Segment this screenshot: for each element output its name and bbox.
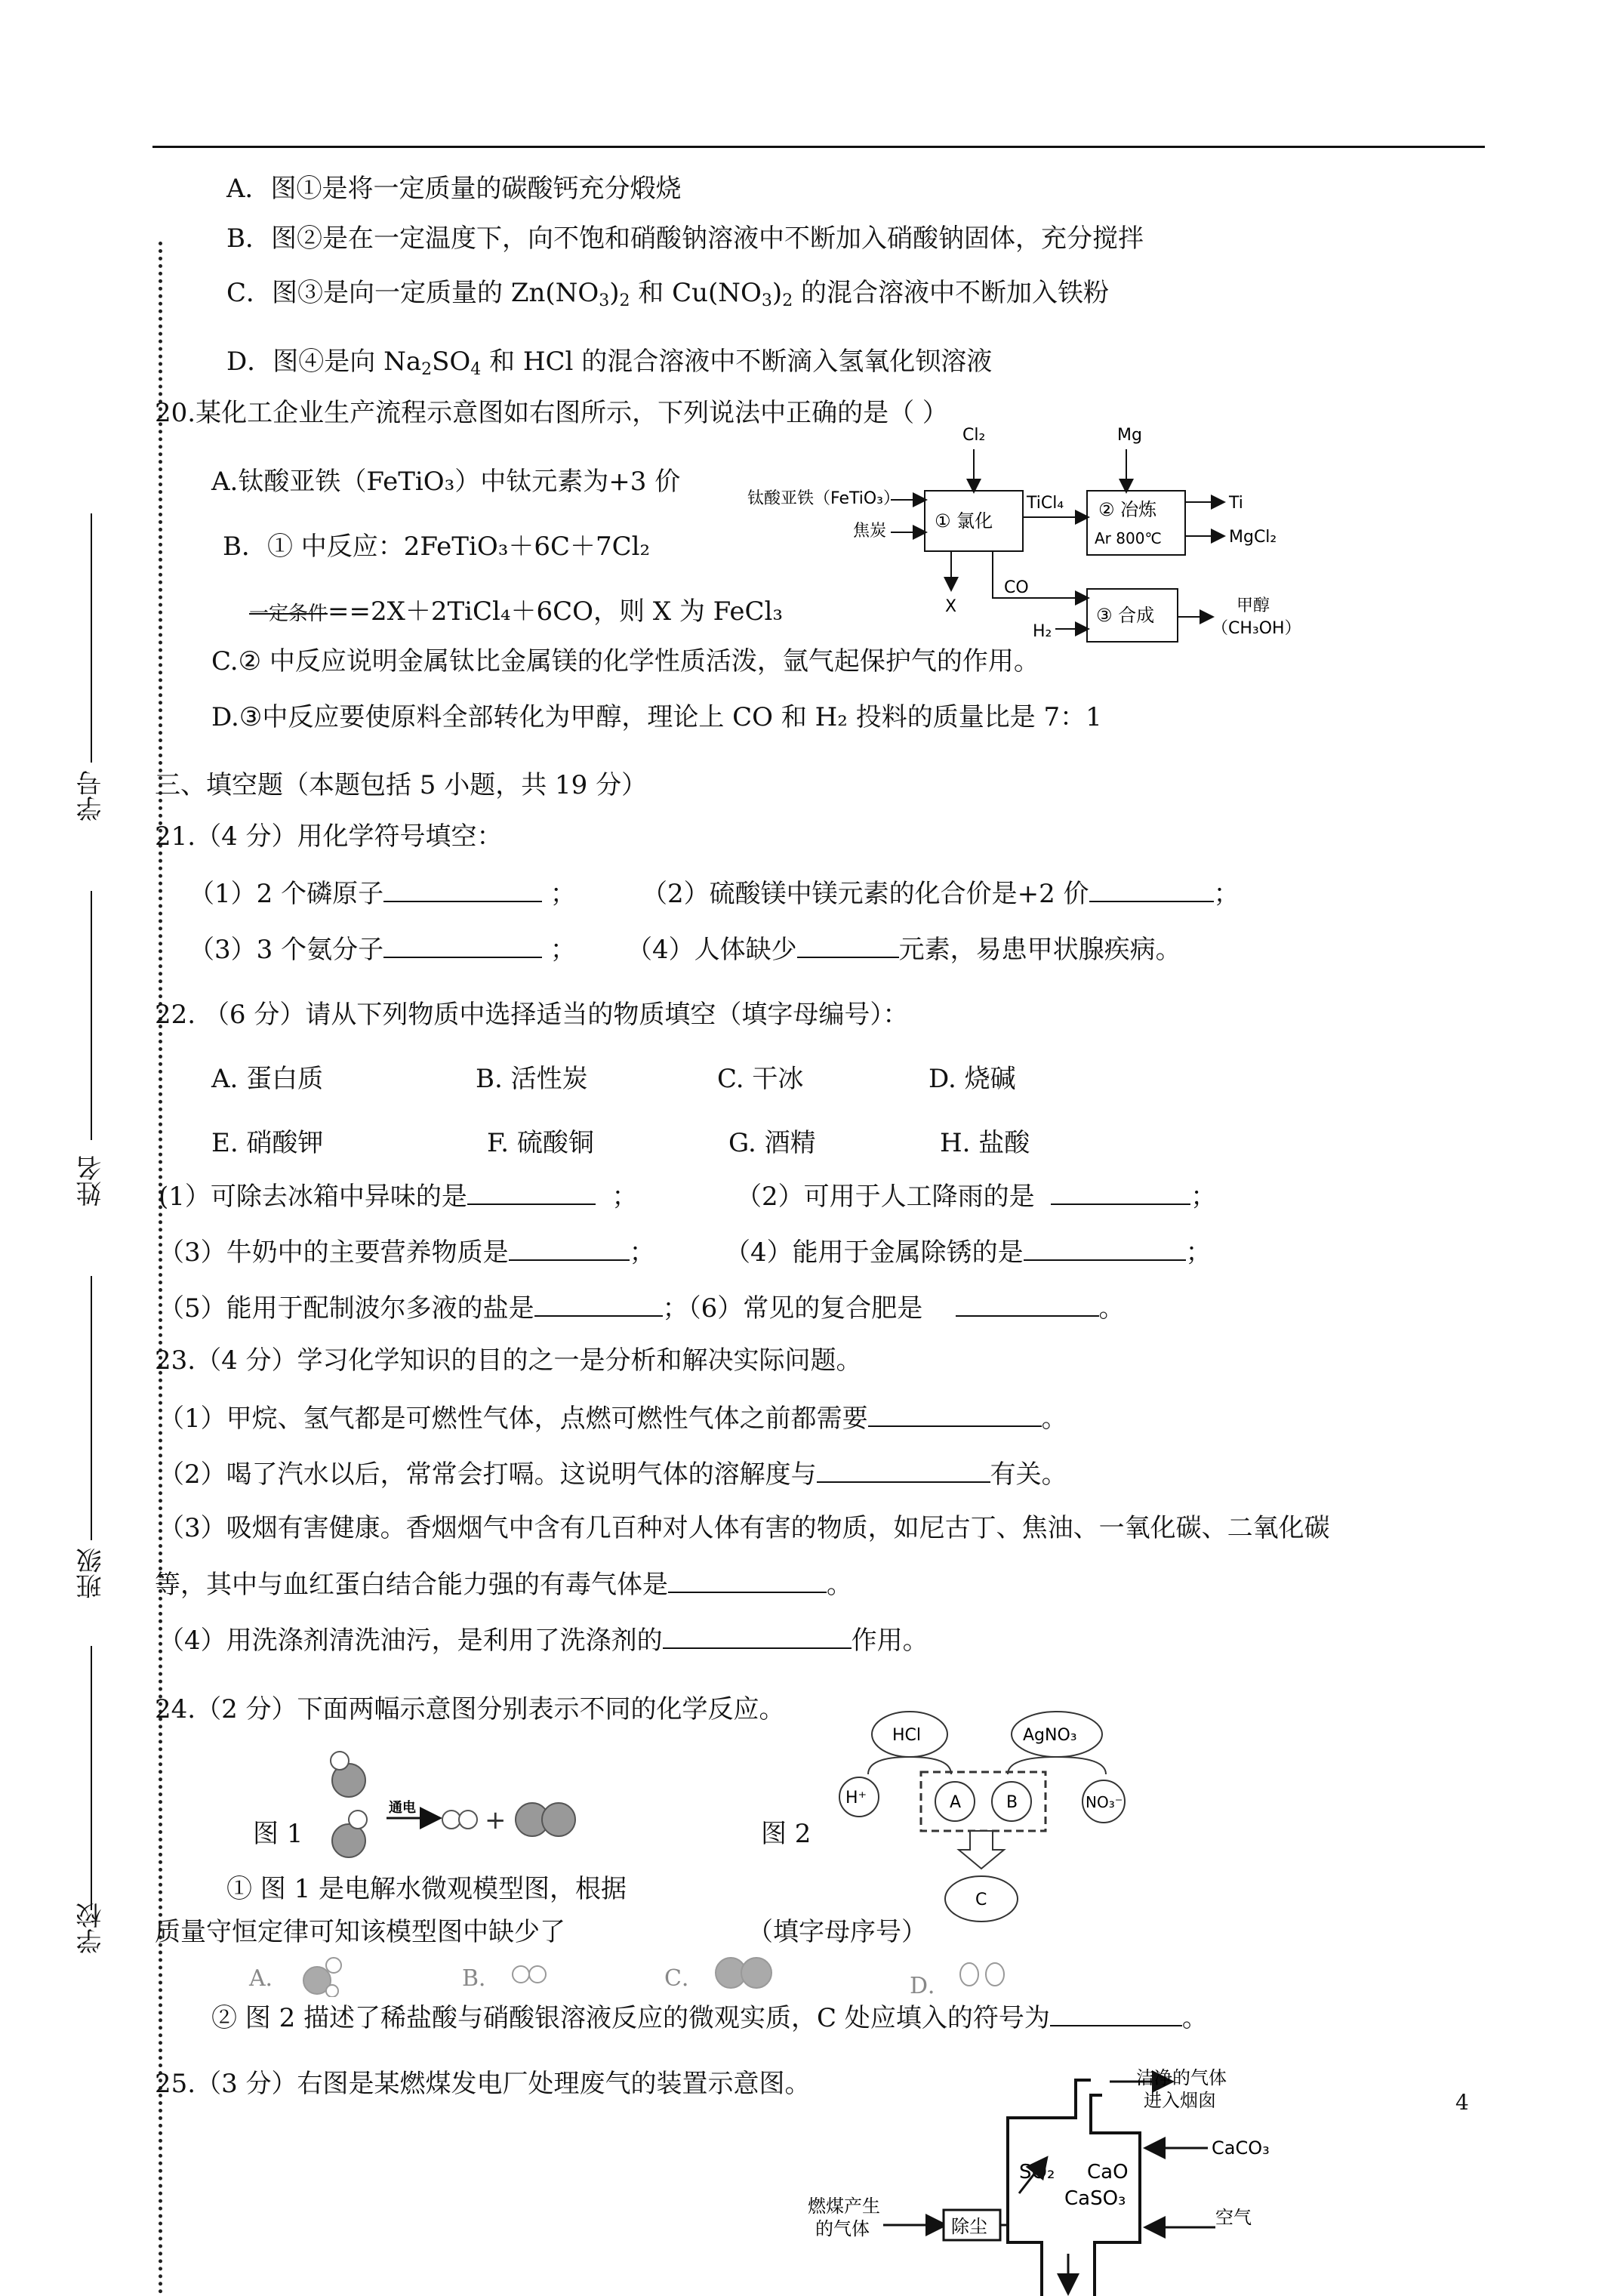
q23-item-3b: 等，其中与血红蛋白结合能力强的有毒气体是 。 — [155, 1566, 852, 1601]
margin-line — [91, 513, 92, 763]
ticl4-label: TiCl₄ — [1027, 494, 1064, 513]
hcl-agno3-figure — [823, 1703, 1178, 1929]
svg-text:H⁺: H⁺ — [845, 1789, 867, 1808]
caso3-label: CaSO₃ — [1064, 2187, 1126, 2210]
mgcl2-label: MgCl₂ — [1229, 528, 1277, 547]
svg-text:A: A — [950, 1793, 962, 1812]
margin-label-school: 学校 — [76, 1903, 106, 1954]
dust-removal-label: 除尘 — [951, 2216, 987, 2237]
clean-gas-label: 洁净的气体 — [1136, 2067, 1227, 2088]
q22-option: E. 硝酸钾 — [211, 1128, 324, 1158]
figure2-label: 图 2 — [761, 1819, 812, 1849]
q22-item-4: （4）能用于金属除锈的是 ； — [725, 1234, 1212, 1269]
q22-option: F. 硫酸铜 — [487, 1128, 594, 1158]
q23-item-1: （1）甲烷、氢气都是可燃性气体，点燃可燃性气体之前都需要 。 — [159, 1400, 1067, 1435]
q24-choice-d-icon — [951, 1959, 1019, 1989]
q20-option-d: D.③中反应要使原料全部转化为甲醇，理论上 CO 和 H₂ 投料的质量比是 7：1 — [211, 702, 1102, 732]
q24-item-1a: ① 图 1 是电解水微观模型图，根据 — [226, 1874, 627, 1904]
flue-gas-treatment-figure — [793, 2065, 1321, 2296]
q20-option-b-line1: B．① 中反应：2FeTiO₃＋6C＋7Cl₂ — [223, 532, 651, 562]
cl2-label: Cl₂ — [962, 426, 986, 445]
q24-choice-b-icon — [507, 1959, 560, 1989]
q22-item-2: （2）可用于人工降雨的是 ； — [736, 1178, 1216, 1213]
q24-item-1c: （填字母序号） — [747, 1917, 927, 1947]
fetio3-label: 钛酸亚铁（FeTiO₃） — [747, 489, 900, 508]
q21-item-1: （1）2 个磷原子 ； — [189, 875, 576, 911]
process-flow-diagram — [740, 419, 1313, 661]
cao-label: CaO — [1087, 2161, 1129, 2184]
q22-option: G. 酒精 — [728, 1128, 816, 1158]
coal-gas-label-2: 的气体 — [815, 2218, 870, 2239]
margin-label-name: 姓名 — [76, 1155, 106, 1207]
q24-item-1b: 质量守恒定律可知该模型图中缺少了 — [155, 1917, 565, 1947]
q23-stem: 23.（4 分）学习化学知识的目的之一是分析和解决实际问题。 — [155, 1345, 862, 1376]
smelting-label: ② 冶炼 — [1098, 499, 1157, 520]
electrolysis-label: 通电 — [389, 1800, 416, 1816]
methanol-formula: （CH₃OH） — [1212, 619, 1301, 638]
air-label: 空气 — [1215, 2207, 1252, 2228]
so2-label: SO₂ — [1019, 2161, 1055, 2184]
svg-text:B: B — [1006, 1793, 1018, 1812]
q23-item-3: （3）吸烟有害健康。香烟烟气中含有几百种对人体有害的物质，如尼古丁、焦油、一氧化碳、二氧化碳 — [159, 1513, 1330, 1543]
q24-item-2: ② 图 2 描述了稀盐酸与硝酸银溶液反应的微观实质，C 处应填入的符号为 。 — [211, 1999, 1208, 2035]
q24-choice-d-label: D． — [910, 1973, 951, 1999]
q20-option-a: A.钛酸亚铁（FeTiO₃）中钛元素为+3 价 — [211, 467, 681, 497]
section3-title: 三、填空题（本题包括 5 小题，共 19 分） — [155, 770, 648, 800]
margin-line — [91, 1646, 92, 1910]
q24-choice-a-icon — [294, 1952, 355, 1997]
q21-item-4: （4）人体缺少 元素，易患甲状腺疾病。 — [627, 931, 1181, 966]
smelting-condition: Ar 800℃ — [1095, 529, 1162, 547]
co-label: CO — [1004, 578, 1029, 597]
synthesis-label: ③ 合成 — [1096, 605, 1155, 626]
q24-choice-b-label: B． — [462, 1965, 502, 1992]
q23-item-2: （2）喝了汽水以后，常常会打嗝。这说明气体的溶解度与 有关。 — [159, 1456, 1067, 1491]
q21-item-3: （3）3 个氨分子 ； — [189, 931, 576, 966]
q21-stem: 21.（4 分）用化学符号填空： — [155, 821, 503, 852]
q22-option: H. 盐酸 — [940, 1128, 1030, 1158]
coke-label: 焦炭 — [853, 522, 887, 541]
q19-option-a: A．图①是将一定质量的碳酸钙充分煅烧 — [226, 174, 682, 204]
q24-choice-a-label: A． — [249, 1965, 288, 1992]
svg-text:AgNO₃: AgNO₃ — [1023, 1726, 1077, 1745]
figure1-label: 图 1 — [253, 1819, 303, 1849]
header-rule — [152, 146, 1485, 148]
margin-line — [91, 1276, 92, 1540]
q19-option-b: B．图②是在一定温度下，向不饱和硝酸钠溶液中不断加入硝酸钠固体，充分搅拌 — [226, 223, 1144, 254]
ti-label: Ti — [1229, 494, 1243, 513]
q22-option: B. 活性炭 — [476, 1064, 588, 1094]
q19-option-c: C．图③是向一定质量的 $Zn(NO_3)_2$ 和 $Cu(NO_3)_2$ 的混合溶液中不断加入铁粉 — [226, 278, 1109, 310]
q22-item-3: （3）牛奶中的主要营养物质是 ； — [159, 1234, 655, 1269]
svg-text:+: + — [485, 1805, 507, 1835]
q22-option: D. 烧碱 — [929, 1064, 1016, 1094]
q22-option: A. 蛋白质 — [211, 1064, 324, 1094]
svg-text:NO₃⁻: NO₃⁻ — [1086, 1793, 1123, 1811]
q22-item-5: （5）能用于配制波尔多液的盐是 ；（6）常见的复合肥是 。 — [159, 1290, 1125, 1325]
svg-text:C: C — [975, 1891, 987, 1909]
q20-option-b-line2: 一定条件==2X＋2TiCl₄＋6CO，则 X 为 FeCl₃ — [249, 596, 784, 627]
chimney-label: 进入烟囱 — [1144, 2090, 1216, 2111]
q20-option-c: C.② 中反应说明金属钛比金属镁的化学性质活泼，氩气起保护气的作用。 — [211, 646, 1039, 676]
chlorination-label: ① 氯化 — [935, 510, 993, 532]
q22-item-1: (1）可除去冰箱中异味的是 ； — [159, 1178, 638, 1213]
q22-stem: 22. （6 分）请从下列物质中选择适当的物质填空（填字母编号）： — [155, 1000, 909, 1030]
electrolysis-figure — [317, 1744, 604, 1872]
caco3-label: CaCO₃ — [1212, 2137, 1270, 2159]
margin-line — [91, 891, 92, 1140]
margin-label-class: 班级 — [76, 1548, 106, 1599]
mg-label: Mg — [1117, 426, 1142, 445]
page-number: 4 — [1455, 2090, 1469, 2115]
coal-gas-label: 燃煤产生 — [808, 2196, 880, 2217]
q25-stem: 25.（3 分）右图是某燃煤发电厂处理废气的装置示意图。 — [155, 2069, 811, 2099]
x-label: X — [945, 597, 957, 616]
q24-stem: 24.（2 分）下面两幅示意图分别表示不同的化学反应。 — [155, 1694, 785, 1724]
q20-stem: 20.某化工企业生产流程示意图如右图所示，下列说法中正确的是（ ） — [155, 398, 948, 428]
q24-choice-c-icon — [710, 1954, 785, 1992]
methanol-label: 甲醇 — [1236, 596, 1270, 615]
h2-label: H₂ — [1033, 622, 1052, 641]
q23-item-4: （4）用洗涤剂清洗油污，是利用了洗涤剂的 作用。 — [159, 1622, 929, 1657]
margin-label-student-no: 学号 — [76, 770, 106, 821]
q19-option-d: D．图④是向 $Na_2SO_4$ 和 HCl 的混合溶液中不断滴入氢氧化钡溶液 — [226, 347, 993, 379]
svg-text:HCl: HCl — [892, 1726, 922, 1745]
q21-item-2: （2）硫酸镁中镁元素的化合价是+2 价 ； — [642, 875, 1240, 911]
q24-choice-c-label: C． — [664, 1965, 704, 1992]
q22-option: C. 干冰 — [717, 1064, 804, 1094]
